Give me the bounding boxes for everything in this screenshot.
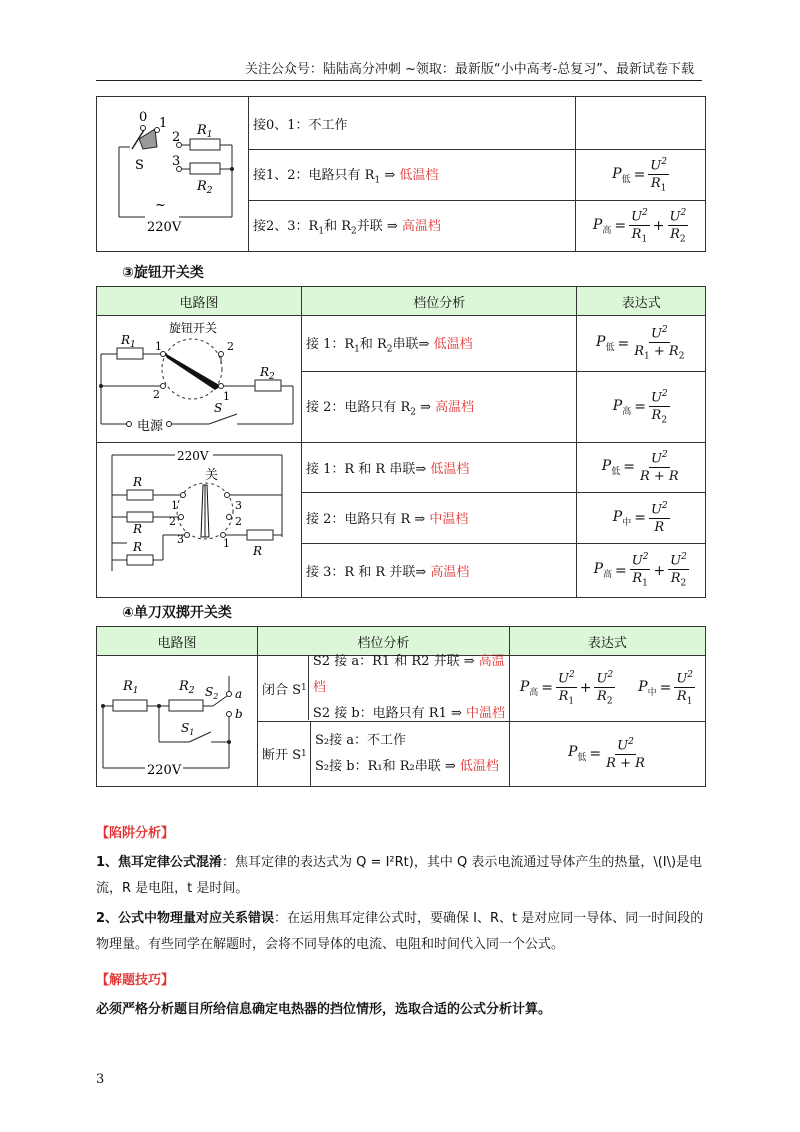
table-knob-switch bbox=[96, 286, 706, 598]
knob1-resistor-r2 bbox=[255, 380, 281, 391]
spdt-resistor-r2 bbox=[169, 700, 203, 711]
knob2-node-3: 3 bbox=[177, 533, 184, 546]
row3-formula: $P_高$ = $\frac{U^2}{R_1}$ + $\frac{U^2}{R_2}$ bbox=[576, 201, 706, 252]
col-header-circuit: 电路图 bbox=[97, 287, 302, 316]
knob1-row2-formula: $P_高$ = $\frac{U^2}{R_2}$ bbox=[577, 372, 706, 443]
knob2-resistor-mid bbox=[127, 512, 153, 522]
spdt-s1-label: $S_1$ bbox=[181, 721, 195, 737]
knob2-resistor-bottom bbox=[127, 555, 153, 565]
trap-item-1: 1、焦耳定律公式混淆：焦耳定律的表达式为 Q = I²Rt)，其中 Q 表示电流通过导体产生的热量，\(I\)是电流，R 是电阻，t 是时间。 bbox=[96, 855, 703, 896]
knob2-row2-formula: $P_中$ = $\frac{U^2}{R}$ bbox=[577, 492, 706, 544]
knob2-node-2: 2 bbox=[169, 515, 176, 528]
header-rule bbox=[96, 80, 702, 81]
section-3-title: ③旋钮开关类 bbox=[122, 265, 204, 281]
knob2-row3-analysis: 接 3：R 和 R 并联⇒ 高温档 bbox=[301, 544, 577, 598]
circuit-cell-spdt bbox=[97, 656, 258, 787]
knob1-switch-s: S bbox=[214, 401, 223, 415]
tips-text: 必须严格分析题目所给信息确定电热器的挡位情形，选取合适的公式分析计算。 bbox=[96, 1002, 552, 1017]
knob2-resistor-right bbox=[247, 530, 273, 540]
trap-item-2: 2、公式中物理量对应关系错误：在运用焦耳定律公式时，要确保 I、R、t 是对应同一导体、同一时间段的物理量。有些同学在解题时，会将不同导体的电流、电阻和时间代入同一个公式。 bbox=[96, 911, 704, 952]
knob-node-1b: 1 bbox=[223, 390, 230, 403]
knob2-r-label-bottom: R bbox=[133, 540, 143, 554]
r2-label: $R_2$ bbox=[197, 179, 213, 196]
power-source-label: 电源 bbox=[137, 419, 164, 434]
circuit-cell-1 bbox=[97, 97, 249, 252]
col-header-circuit-3: 电路图 bbox=[97, 627, 258, 656]
spdt-open-line-a: S₂接 a：不工作 bbox=[315, 732, 407, 748]
spdt-a-label: a bbox=[235, 687, 243, 701]
knob1-r1-label: $R_1$ bbox=[121, 333, 136, 350]
row1-formula bbox=[576, 97, 706, 150]
circuit-cell-knob-2 bbox=[97, 443, 302, 598]
spdt-closed-analysis bbox=[258, 656, 510, 722]
table-spdt-switch bbox=[96, 626, 706, 787]
knob-node-1: 1 bbox=[155, 340, 162, 353]
col-header-analysis-3: 档位分析 bbox=[258, 627, 510, 656]
spdt-resistor-r1 bbox=[113, 700, 147, 711]
terminal-0: 0 bbox=[139, 110, 148, 125]
knob2-node-1b: 1 bbox=[223, 537, 230, 550]
knob-circuit-diagram-1 bbox=[97, 316, 297, 438]
spdt-open-formula: $P_低$ = $\frac{U^2}{R + R}$ bbox=[509, 721, 705, 787]
spdt-voltage-label: 220V bbox=[147, 763, 182, 778]
spdt-circuit-diagram bbox=[97, 656, 257, 782]
knob2-row1-formula: $P_低$ = $\frac{U^2}{R + R}$ bbox=[577, 443, 706, 493]
knob-title: 旋钮开关 bbox=[169, 321, 218, 335]
terminal-1: 1 bbox=[159, 116, 168, 131]
knob2-r-label-top: R bbox=[133, 475, 143, 489]
spdt-closed-formula: $P_高$ = $\frac{U^2}{R_1}$ + $\frac{U^2}{R_2}$ $P_中$ = $\frac{U^2}{R_1}$ bbox=[509, 656, 705, 722]
knob2-r-label-right: R bbox=[253, 544, 263, 558]
knob-node-2b: 2 bbox=[153, 388, 160, 401]
knob1-row1-formula: $P_低$ = $\frac{U^2}{R_1 + R_2}$ bbox=[577, 316, 706, 372]
circuit-cell-knob-1 bbox=[97, 316, 302, 443]
tips-heading: 【解题技巧】 bbox=[96, 973, 175, 988]
col-header-formula-3: 表达式 bbox=[509, 627, 705, 656]
spdt-open-line-b: S₂接 b：R₁和 R₂串联 ⇒ 低温档 bbox=[315, 758, 499, 774]
table-rocker-switch bbox=[96, 96, 706, 252]
r1-label: $R_1$ bbox=[197, 123, 213, 140]
terminal-3: 3 bbox=[172, 154, 181, 169]
trap-heading: 【陷阱分析】 bbox=[96, 826, 175, 841]
spdt-open-state: 断开 S 1 bbox=[258, 722, 311, 786]
row2-formula: $P_低$ = $\frac{U^2}{R_1}$ bbox=[576, 150, 706, 201]
section-4-title: ④单刀双掷开关类 bbox=[122, 605, 232, 621]
page-header: 关注公众号：陆陆高分冲刺 ~领取：最新版“小中高考-总复习”、最新试卷下载 bbox=[244, 62, 694, 77]
knob1-row2-analysis: 接 2：电路只有 $R_2$ ⇒ 高温档 bbox=[301, 372, 577, 443]
resistor-r1 bbox=[190, 139, 220, 150]
knob2-title: 关 bbox=[205, 468, 219, 483]
spdt-closed-state: 闭合 S 1 bbox=[258, 656, 309, 720]
spdt-b-label: b bbox=[235, 707, 243, 721]
spdt-closed-line-b: S2 接 b：电路只有 R1 ⇒ 中温档 bbox=[312, 706, 506, 722]
ac-tilde: ~ bbox=[155, 198, 166, 213]
knob2-node-3b: 3 bbox=[235, 499, 242, 512]
spdt-r2-label: $R_2$ bbox=[179, 679, 195, 696]
knob2-resistor-top bbox=[127, 490, 153, 500]
spdt-closed-line-a: S2 接 a：R1 和 R2 并联 ⇒ 高温档 bbox=[312, 654, 505, 696]
row2-analysis: 接1、2：电路只有 $R_1$ ⇒ 低温档 bbox=[248, 150, 575, 201]
knob2-row1-analysis: 接 1：R 和 R 串联⇒ 低温档 bbox=[301, 443, 577, 493]
col-header-formula: 表达式 bbox=[577, 287, 706, 316]
col-header-analysis: 档位分析 bbox=[301, 287, 577, 316]
rocker-circuit-diagram bbox=[97, 97, 247, 247]
spdt-r1-label: $R_1$ bbox=[123, 679, 139, 696]
spdt-s2-label: $S_2$ bbox=[205, 685, 219, 701]
knob2-node-2b: 2 bbox=[235, 515, 242, 528]
switch-label-s: S bbox=[135, 158, 144, 173]
knob2-row2-analysis: 接 2：电路只有 R ⇒ 中温档 bbox=[301, 492, 577, 544]
knob-circuit-diagram-2 bbox=[97, 443, 297, 593]
knob2-node-1: 1 bbox=[171, 499, 178, 512]
terminal-2: 2 bbox=[172, 130, 181, 145]
row3-analysis: 接2、3：$R_1$和 $R_2$并联 ⇒ 高温档 bbox=[248, 201, 575, 252]
knob2-row3-formula: $P_高$ = $\frac{U^2}{R_1}$ + $\frac{U^2}{R_2}$ bbox=[577, 544, 706, 598]
spdt-open-analysis bbox=[258, 721, 510, 787]
voltage-label: 220V bbox=[147, 220, 182, 235]
resistor-r2 bbox=[190, 163, 220, 174]
page-number: 3 bbox=[96, 1072, 105, 1087]
knob1-row1-analysis: 接 1：$R_1$和 $R_2$串联⇒ 低温档 bbox=[301, 316, 577, 372]
knob2-voltage: 220V bbox=[177, 449, 209, 463]
knob1-r2-label: $R_2$ bbox=[260, 365, 275, 382]
knob-node-2: 2 bbox=[227, 340, 234, 353]
row1-analysis: 接0、1：不工作 bbox=[248, 97, 575, 150]
knob2-r-label-mid: R bbox=[133, 522, 143, 536]
